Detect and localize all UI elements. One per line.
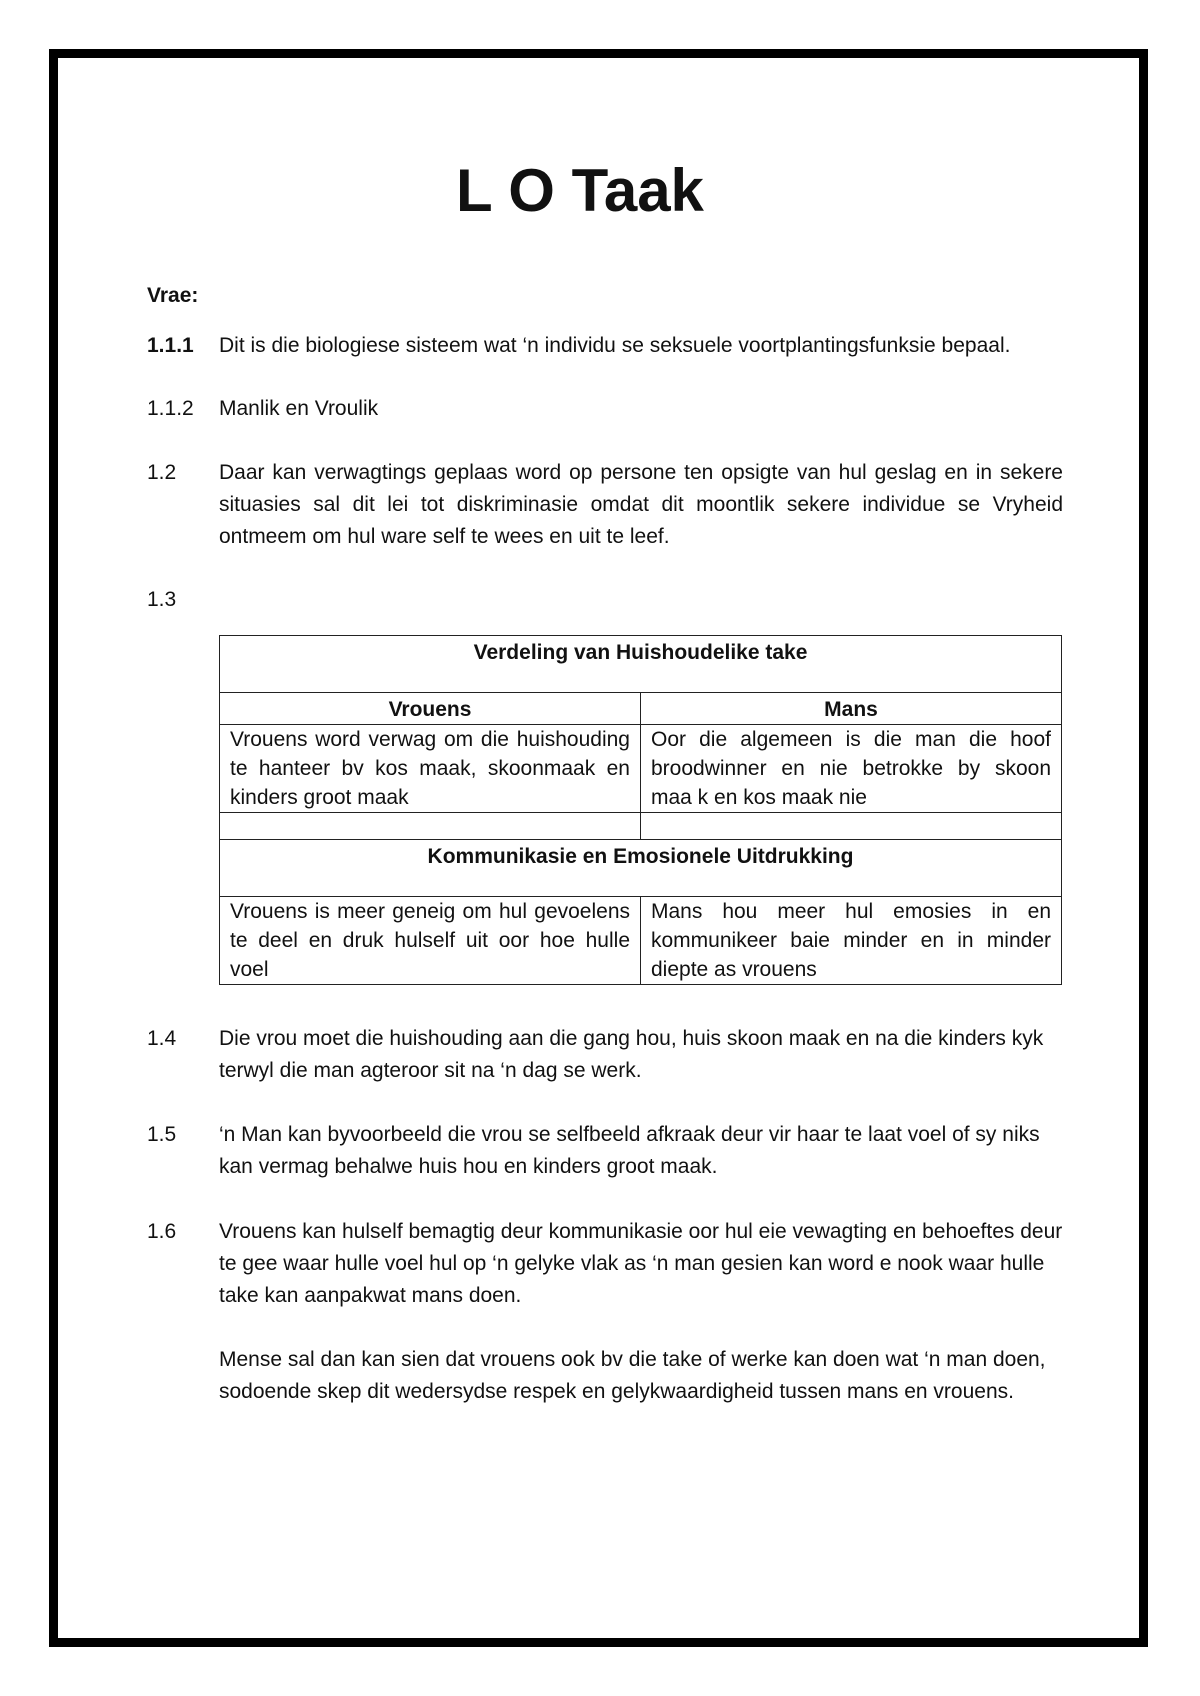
table-cell-empty (641, 813, 1062, 840)
question-number: 1.1.1 (147, 334, 194, 357)
column-header-women: Vrouens (220, 693, 641, 725)
question-answer: ‘n Man kan byvoorbeeld die vrou se selfbeeld afkraak deur vir haar te laat voel of sy niks kan vermag behalwe huis hou en kinders groot maak. (219, 1123, 1040, 1178)
question-number: 1.6 (147, 1220, 177, 1243)
question-answer: Vrouens kan hulself bemagtig deur kommunikasie oor hul eie vewagting en behoeftes deur te gee waar hulle voel hul op ‘n gelyke vlak as ‘n man gesien kan word e nook waar hulle take kan aanpakwat mans doen. (219, 1220, 1063, 1307)
table-section-title: Verdeling van Huishoudelike take (220, 636, 1062, 693)
question-1-1-2 (147, 393, 1063, 425)
question-1-2 (147, 457, 1063, 553)
table-cell: Vrouens is meer geneig om hul gevoelens te deel en druk hulself uit oor hoe hulle voel (220, 897, 641, 985)
household-roles-table (219, 635, 1062, 985)
question-number: 1.2 (147, 461, 177, 484)
question-answer: Dit is die biologiese sisteem wat ‘n individu se seksuele voortplantingsfunksie bepaal. (219, 334, 1011, 357)
page-title: L O Taak (456, 157, 704, 224)
table-cell: Mans hou meer hul emosies in en kommunikeer baie minder en in minder diepte as vrouens (641, 897, 1062, 985)
question-1-6 (147, 1216, 1063, 1408)
question-answer-continued: Mense sal dan kan sien dat vrouens ook bv die take of werke kan doen wat ‘n man doen, sodoende skep dit wedersydse respek en gelykwaardigheid tussen mans en vrouens. (219, 1348, 1046, 1403)
question-answer: Daar kan verwagtings geplaas word op persone ten opsigte van hul geslag en in sekere situasies sal dit lei tot diskriminasie omdat dit moontlik sekere individue se Vryheid ontmeem om hul ware self te wees en uit te leef. (219, 461, 1063, 548)
question-number: 1.4 (147, 1027, 177, 1050)
column-header-men: Mans (641, 693, 1062, 725)
table-section-title: Kommunikasie en Emosionele Uitdrukking (220, 840, 1062, 897)
question-answer: Manlik en Vroulik (219, 397, 379, 420)
question-number: 1.1.2 (147, 397, 194, 420)
table-cell-empty (220, 813, 641, 840)
question-1-4 (147, 1023, 1063, 1087)
table-cell: Oor die algemeen is die man die hoof broodwinner en nie betrokke by skoon maa k en kos maak nie (641, 725, 1062, 813)
question-number: 1.5 (147, 1123, 177, 1146)
question-answer: Die vrou moet die huishouding aan die gang hou, huis skoon maak en na die kinders kyk terwyl die man agteroor sit na ‘n dag se werk. (219, 1027, 1044, 1082)
questions-heading: Vrae: (147, 284, 199, 307)
question-number: 1.3 (147, 588, 177, 611)
question-1-5 (147, 1119, 1063, 1183)
question-1-1-1 (147, 330, 1063, 362)
table-cell: Vrouens word verwag om die huishouding te hanteer bv kos maak, skoonmaak en kinders groot maak (220, 725, 641, 813)
